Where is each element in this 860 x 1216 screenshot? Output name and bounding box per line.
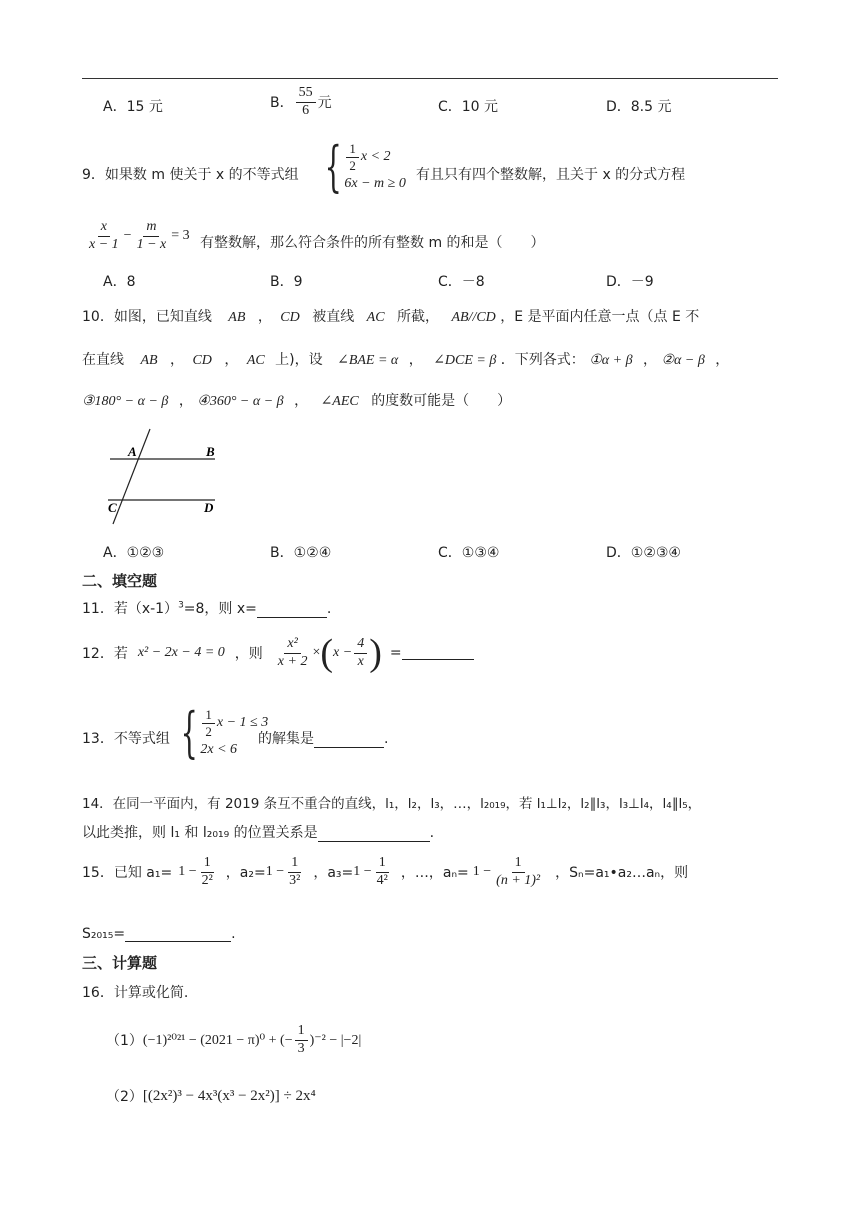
q15-one-minus-1: 1 − — [178, 864, 197, 880]
q15-a3-den: 4² — [376, 872, 388, 888]
q10-point-e: ，E 是平面内任意一点（点 E 不 — [500, 309, 700, 325]
q10-cut-text2: 所截， — [397, 309, 439, 325]
q13-tail — [258, 728, 388, 748]
q10-line2-a: 在直线 — [82, 352, 124, 368]
q16-p1-den: 3 — [297, 1040, 305, 1056]
q15-start: 15．已知 a₁= — [82, 865, 173, 882]
q10-parallel: AB//CD — [451, 310, 496, 325]
q11-text: 11．若（x-1） — [82, 601, 179, 617]
q16-title: 16．计算或化简. — [82, 985, 189, 1001]
q15-an-num: 1 — [512, 856, 525, 873]
q8-b-numerator: 55 — [296, 86, 316, 103]
q10-option-c: C．①③④ — [438, 545, 500, 561]
q15-a2-num: 1 — [288, 856, 301, 873]
q16-p2-expr: [(2x²)³ − 4x³(x³ − 2x²)] ÷ 2x⁴ — [142, 1087, 316, 1104]
q13-start: 13．不等式组 — [82, 731, 170, 747]
q9-sys-row1: x < 2 — [360, 149, 391, 164]
q16-part1 — [106, 1024, 361, 1056]
q13-end: 的解集是 — [258, 731, 314, 747]
q15-sn: ，Sₙ=a₁•a₂…aₙ，则 — [555, 865, 689, 882]
q10-parallel-lines-figure — [100, 426, 230, 526]
q10-ac-2: AC — [246, 353, 265, 368]
q11-exponent: 3 — [178, 600, 184, 611]
q9-eq-rest: = 3 — [171, 228, 190, 244]
q10-line3: ③180° − α − β ， ④360° − α − β ， ∠AEC 的度数可能是（ ） — [82, 393, 512, 409]
q10-line2-c: ．下列各式： — [500, 352, 585, 368]
q10-option-a: A．①②③ — [103, 545, 165, 561]
q9-sys-den: 2 — [349, 157, 356, 173]
q9-option-d: D．－9 — [606, 274, 654, 290]
q10-ac: AC — [366, 310, 385, 325]
label-d: D — [204, 500, 214, 515]
q8-option-c: C．10 元 — [438, 99, 499, 115]
q10-cut-text: 被直线 — [312, 309, 355, 325]
q16-p1-expr: (−1)²⁰²¹ − (2021 − π)⁰ + (− — [142, 1032, 293, 1048]
q14-line2 — [82, 822, 434, 842]
q8-option-a: A．15 元 — [103, 99, 163, 115]
q15-a2: ，a₂= — [225, 865, 266, 882]
q11-text2: =8，则 x= — [183, 601, 257, 617]
q8-option-b — [270, 86, 332, 118]
q16-p2-label: （2） — [106, 1089, 143, 1105]
q11 — [82, 598, 331, 618]
q15-one-minus-n: 1 − — [472, 864, 492, 880]
q11-answer-blank[interactable] — [257, 603, 327, 618]
q15-a1-num: 1 — [201, 856, 214, 873]
q10-angle-dce: ∠DCE = β — [433, 353, 497, 368]
q10-formula-1: ①α + β — [589, 353, 633, 368]
q12-inner-num: 4 — [354, 637, 367, 654]
q8-option-d: D．8.5 元 — [606, 99, 672, 115]
header-rule — [82, 78, 778, 79]
q15-a2-den: 3² — [289, 872, 301, 888]
q15-an-den: (n + 1)² — [496, 872, 541, 888]
q12-times: × — [312, 645, 321, 660]
q10-line2: 在直线 AB ， CD ， AC 上)，设 ∠BAE = α ， ∠DCE = β ．下列各式： ①α + β ， ②α − β ， — [82, 352, 730, 368]
q9-eq-den1: x − 1 — [89, 236, 119, 252]
q10-ab-2: AB — [140, 353, 158, 368]
q9-eq-num1: x — [98, 220, 110, 237]
q13-inequality-system — [176, 701, 269, 764]
q9-line1-end: 有且只有四个整数解，且关于 x 的分式方程 — [416, 167, 686, 183]
q10-line3-end: 的度数可能是（ ） — [371, 393, 512, 409]
q9-eq-num2: m — [143, 220, 159, 237]
q9-eq-den2: 1 − x — [136, 236, 167, 252]
q15-s2015: S₂₀₁₅= — [82, 926, 126, 942]
q12-inner-den: x — [357, 653, 364, 669]
q15-end: . — [231, 926, 236, 942]
section-calculation: 三、计算题 — [82, 954, 158, 972]
q10-angle-aec: ∠AEC — [320, 394, 359, 409]
q10-line2-b: 上)，设 — [275, 352, 323, 368]
brace-glyph: { — [324, 135, 342, 198]
q9-sys-num: 1 — [346, 142, 359, 158]
q15-line2 — [82, 926, 236, 942]
q9-fraction-equation: $\frac{x}{x - 1}$ − $\frac{m}{1 - x}$ = 3 — [84, 220, 190, 252]
q10-formula-2: ②α − β — [661, 353, 705, 368]
q14-line1: 14．在同一平面内，有 2019 条互不重合的直线，l₁，l₂，l₃，…，l₂₀₁₉，若 l₁⊥l₂，l₂∥l₃，l₃⊥l₄，l₄∥l₅， — [82, 796, 702, 812]
q12-end: = — [389, 645, 402, 661]
label-c: C — [108, 500, 117, 515]
q15-one-minus-2: 1 − — [265, 864, 285, 880]
q11-end: . — [326, 601, 332, 617]
q9-option-b: B．9 — [270, 274, 303, 290]
q13-num: 1 — [202, 708, 215, 724]
q16-p1-end: )⁻² − |−2| — [309, 1032, 362, 1048]
q16-p1-label: （1） — [106, 1033, 143, 1050]
q15-a1-den: 2² — [201, 872, 213, 888]
q10-line1 — [82, 306, 699, 326]
q10-option-b: B．①②④ — [270, 545, 332, 561]
q10-comma1: ， — [257, 309, 272, 325]
q13-period: . — [384, 731, 389, 747]
q10-ab: AB — [228, 310, 246, 325]
q15-one-minus-3: 1 − — [353, 864, 372, 880]
q9-option-c: C．－8 — [438, 274, 485, 290]
q12-inner: x − — [333, 645, 353, 660]
q8-option-b-label: B． — [270, 95, 294, 112]
q8-b-unit: 元 — [317, 95, 332, 112]
q15-line1 — [82, 856, 688, 888]
q9-option-a: A．8 — [103, 274, 136, 290]
brace-glyph: { — [180, 701, 198, 764]
q15-answer-blank[interactable] — [125, 927, 231, 942]
q13-answer-blank[interactable] — [314, 733, 384, 748]
q14-end: . — [429, 825, 435, 841]
q9-line1-start: 9．如果数 m 使关于 x 的不等式组 — [82, 167, 299, 183]
label-a: A — [128, 444, 137, 459]
q16-p1-num: 1 — [295, 1024, 308, 1041]
q15-dots: ，…，aₙ= — [400, 865, 469, 882]
q14-answer-blank[interactable] — [318, 827, 430, 842]
q15-a3-num: 1 — [376, 856, 389, 873]
q9-line2-end: 有整数解，那么符合条件的所有整数 m 的和是（ ） — [200, 235, 545, 251]
q13-row1: x − 1 ≤ 3 — [216, 715, 269, 730]
q16-part2 — [106, 1086, 316, 1106]
q9-inequality-system — [320, 135, 406, 198]
q15-a3: ，a₃= — [313, 865, 354, 882]
q10-intro: 10．如图，已知直线 — [82, 309, 212, 325]
q12-answer-blank[interactable] — [402, 647, 474, 660]
q12-start: 12．若 — [82, 646, 128, 662]
q13-row2: 2x < 6 — [200, 742, 238, 758]
q10-angle-bae: ∠BAE = α — [337, 353, 399, 368]
q14-line2-text: 以此类推，则 l₁ 和 l₂₀₁₉ 的位置关系是 — [82, 825, 318, 841]
q12-equation: x² − 2x − 4 = 0 — [137, 645, 225, 660]
q13-den: 2 — [205, 723, 212, 739]
q10-cd-2: CD — [192, 353, 212, 368]
q10-formula-3: ③180° − α − β — [82, 394, 169, 409]
section-fill-in-blank: 二、填空题 — [82, 572, 158, 590]
q10-cd: CD — [280, 310, 300, 325]
q10-formula-4: ④360° − α − β — [197, 394, 284, 409]
q12: 12．若 x² − 2x − 4 = 0 ，则 $\frac{\text{x²}}{x + 2}$ × ( x − $\frac{4}{x}$ ) = — [82, 634, 474, 672]
q12-mid: ，则 — [234, 646, 263, 662]
q9-sys-row2: 6x − m ≥ 0 — [344, 176, 406, 192]
q8-b-denominator: 6 — [302, 102, 310, 118]
q12-num: x² — [284, 637, 300, 654]
q10-option-d: D．①②③④ — [606, 545, 681, 561]
q12-den: x + 2 — [277, 653, 308, 669]
label-b: B — [206, 444, 215, 459]
